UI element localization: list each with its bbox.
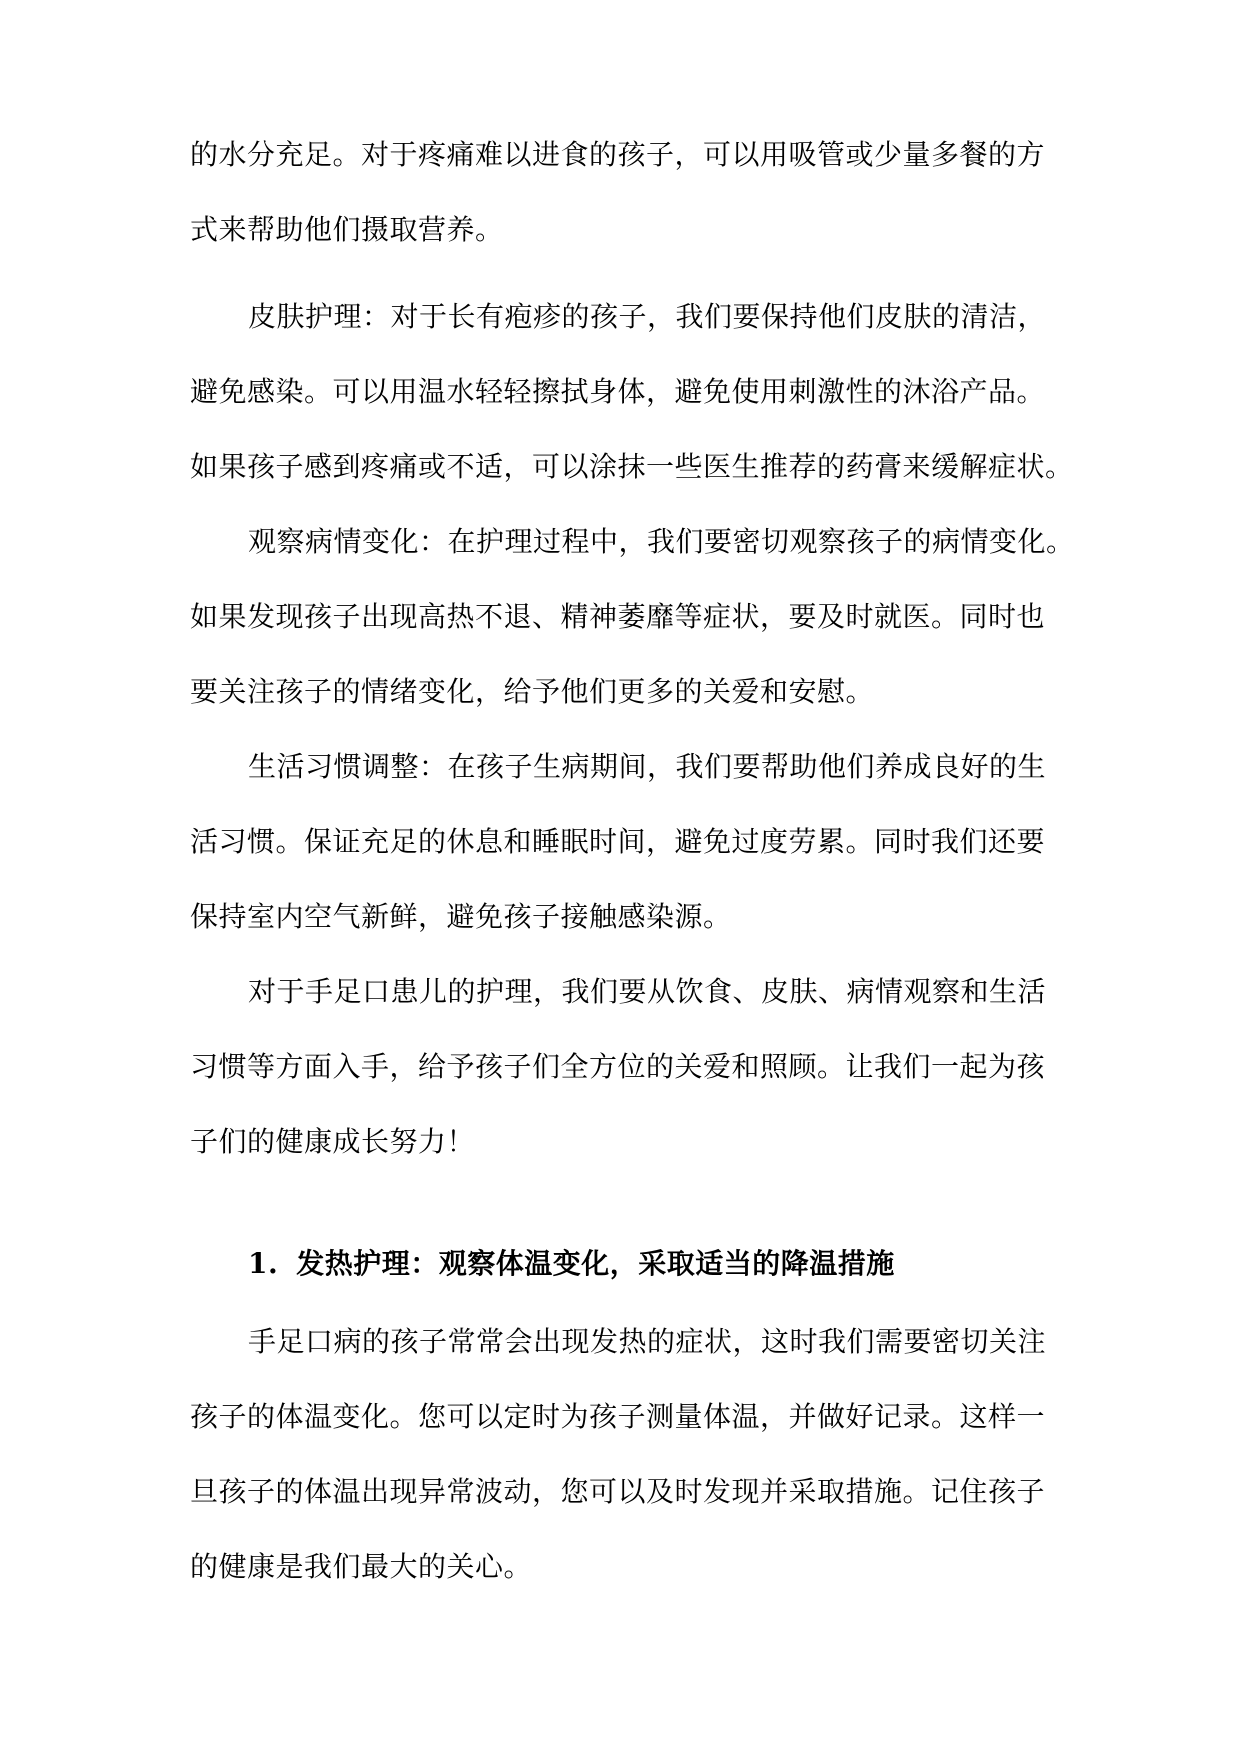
text-line: 要关注孩子的情绪变化，给予他们更多的关爱和安慰。 xyxy=(190,675,875,708)
text-line: 子们的健康成长努力！ xyxy=(190,1125,476,1158)
section-title: 发热护理：观察体温变化，采取适当的降温措施 xyxy=(296,1247,895,1280)
text-line: 式来帮助他们摄取营养。 xyxy=(190,213,504,246)
text-line: 生活习惯调整：在孩子生病期间，我们要帮助他们养成良好的生 xyxy=(248,750,1047,783)
paragraph-lifestyle xyxy=(190,729,1070,954)
paragraph-observe-condition xyxy=(190,504,1075,729)
text-line: 的水分充足。对于疼痛难以进食的孩子，可以用吸管或少量多餐的方 xyxy=(190,138,1046,171)
text-line: 保持室内空气新鲜，避免孩子接触感染源。 xyxy=(190,900,732,933)
section-number: 1. xyxy=(248,1247,279,1280)
paragraph-fever-care xyxy=(190,1304,1070,1604)
section-heading xyxy=(248,1234,1068,1294)
paragraph-summary xyxy=(190,954,1070,1179)
text-line: 旦孩子的体温出现异常波动，您可以及时发现并采取措施。记住孩子 xyxy=(190,1475,1046,1508)
text-line: 观察病情变化：在护理过程中，我们要密切观察孩子的病情变化。 xyxy=(248,525,1075,558)
text-line: 活习惯。保证充足的休息和睡眠时间，避免过度劳累。同时我们还要 xyxy=(190,825,1046,858)
text-line: 如果孩子感到疼痛或不适，可以涂抹一些医生推荐的药膏来缓解症状。 xyxy=(190,450,1074,483)
text-line: 孩子的体温变化。您可以定时为孩子测量体温，并做好记录。这样一 xyxy=(190,1400,1046,1433)
text-line: 的健康是我们最大的关心。 xyxy=(190,1550,533,1583)
paragraph-nutrition-continued xyxy=(190,117,1070,267)
text-line: 手足口病的孩子常常会出现发热的症状，这时我们需要密切关注 xyxy=(248,1325,1047,1358)
text-line: 如果发现孩子出现高热不退、精神萎靡等症状，要及时就医。同时也 xyxy=(190,600,1046,633)
text-line: 对于手足口患儿的护理，我们要从饮食、皮肤、病情观察和生活 xyxy=(248,975,1047,1008)
paragraph-skin-care xyxy=(190,279,1074,504)
text-line: 避免感染。可以用温水轻轻擦拭身体，避免使用刺激性的沐浴产品。 xyxy=(190,375,1046,408)
text-line: 皮肤护理：对于长有疱疹的孩子，我们要保持他们皮肤的清洁， xyxy=(248,300,1047,333)
text-line: 习惯等方面入手，给予孩子们全方位的关爱和照顾。让我们一起为孩 xyxy=(190,1050,1046,1083)
